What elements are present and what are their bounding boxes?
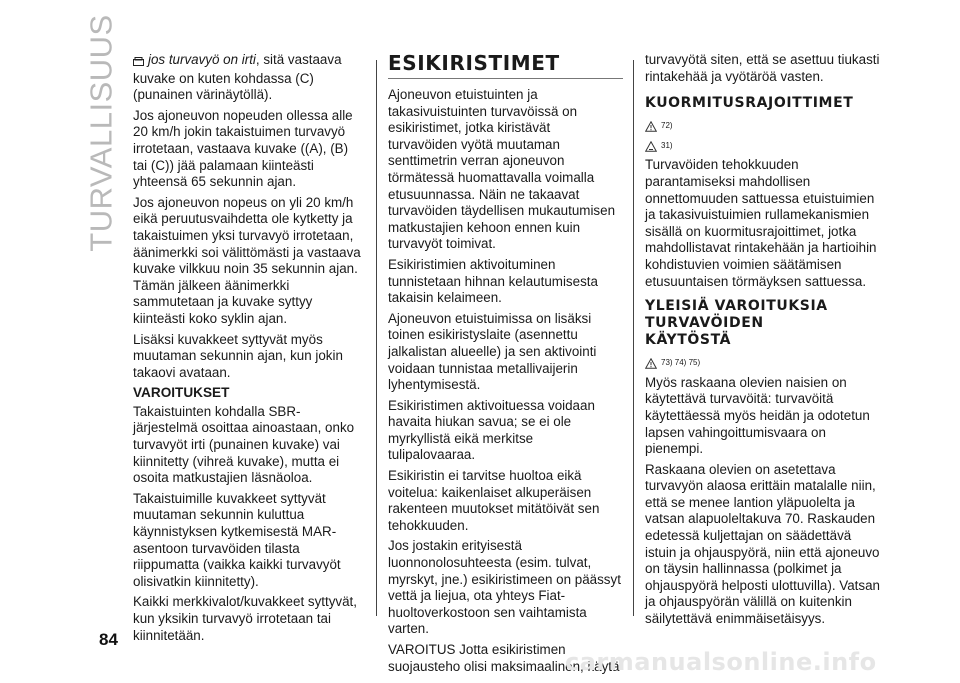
section-side-title: TURVALLISUUS: [84, 14, 119, 252]
paragraph: Ajoneuvon etuistuinten ja takasivuistuinten turvavöissä on esikiristimet, jotka kiristävät turvavöiden vyötä muutaman senttimetrin verran ajoneuvon törmätessä huomattavalla voimalla etusuunnassa. Näin ne takaavat turvavöiden täydellisen mukautumisen matkustajien kehoon ennen kuin turvavyöt toimivat.: [388, 87, 616, 252]
column-3: [645, 52, 885, 632]
page-number: 84: [99, 630, 118, 649]
column-1: [133, 52, 365, 648]
paragraph: Takaistuimille kuvakkeet syttyvät muutaman sekunnin kuluttua käynnistyksen kytkemisestä MAR-asentoon turvavöiden tilasta riippumatta (vaikka kaikki turvavyöt olisivatkin kiinnitetty).: [133, 490, 341, 589]
note-triangle-icon: [645, 141, 657, 152]
warning-reference: 73) 74) 75): [645, 355, 885, 372]
warning-reference: 72): [645, 118, 885, 135]
paragraph: Jos ajoneuvon nopeus on yli 20 km/h eikä peruutusvaihdetta ole kytketty ja takaistuimen yksi turvavyö irrotetaan, äänimerkki soi välittömästi ja vastaava kuvake vilkkuu noin 35 sekunnin ajan. Tämän jälkeen äänimerkki sammutetaan ja kuvake syttyy kiinteästi koko syklin ajan.: [133, 194, 361, 326]
paragraph: Esikiristimien aktivoituminen tunnistetaan hihnan kelautumisesta takaisin kelaimeen.: [388, 256, 598, 306]
section-title-line: KÄYTÖSTÄ: [645, 332, 732, 349]
paragraph: Ajoneuvon etuistuimissa on lisäksi toinen esikiristyslaite (asennettu jalkalistan alueelle) ja sen aktivointi voidaan tunnistaa metallivaijerin lyhentymisestä.: [388, 310, 597, 393]
paragraph: Takaistuinten kohdalla SBR-järjestelmä osoittaa ainoastaan, onko turvavyöt irti (punainen kuvake) vai kiinnitetty (vihreä kuvake), mutta ei osoita matkustajien läsnäoloa.: [133, 403, 355, 486]
paragraph: jos turvavyö on irti, sitä vastaava kuvake on kuten kohdassa (C) (punainen värinäytöllä).: [133, 52, 342, 103]
paragraph: Esikiristin ei tarvitse huoltoa eikä voitelua: kaikenlaiset alkuperäisen rakenteen muutokset mitätöivät sen tehokkuuden.: [388, 468, 600, 533]
car-door-icon: [133, 54, 144, 71]
column-2: [388, 52, 623, 679]
column-divider: [376, 60, 377, 616]
paragraph: turvavyötä siten, että se asettuu tiukasti rintakehää ja vyötäröä vasten.: [645, 52, 880, 84]
paragraph: VAROITUS Jotta esikiristimen suojausteho olisi maksimaalinen, käytä: [388, 642, 620, 674]
paragraph: Kaikki merkkivalot/kuvakkeet syttyvät, kun yksikin turvavyö irrotetaan tai kiinnitetään.: [133, 594, 357, 643]
paragraph: Esikiristimen aktivoituessa voidaan havaita hiukan savua; se ei ole myrkyllistä eikä merkitse tulipalovaaraa.: [388, 397, 595, 463]
paragraph: Jos ajoneuvon nopeuden ollessa alle 20 km/h jokin takaistuimen turvavyö irrotetaan, vastaava kuvake ((A), (B) tai (C)) jää palamaan kiinteästi yhteensä 65 sekunnin ajan.: [133, 107, 353, 190]
paragraph: Lisäksi kuvakkeet syttyvät myös muutaman sekunnin ajan, kun jokin takaovi avataan.: [133, 331, 343, 380]
note-reference: 31): [645, 138, 885, 155]
section-title: YLEISIÄ VAROITUKSIA: [645, 298, 828, 315]
section-heading: VAROITUKSET: [133, 385, 230, 401]
section-title-line: TURVAVÖIDEN: [645, 315, 764, 332]
warning-triangle-icon: [645, 358, 657, 369]
paragraph: Raskaana olevien on asetettava turvavyön alaosa erittäin matalalle niin, että se menee lantion yläpuolelta ja vatsan alapuoleltakuva 70. Raskauden edetessä kuljettajan on säädettävä istuin ja ohjauspyörä, niin että ajoneuvo on täysin hallinnassa (polkimet ja ohjauspyörä helposti ulottuvilla). Vatsan ja ohjauspyörän välillä on kuitenkin säilytettävä enimmäisetäisyys.: [645, 461, 880, 627]
warning-triangle-icon: [645, 121, 657, 132]
section-title: ESIKIRISTIMET: [388, 52, 623, 79]
paragraph: Myös raskaana olevien naisien on käytettävä turvavöitä: turvavöitä käytettäessä myös heidän ja odotetun lapsen vahingoittumisvaara on pienempi.: [645, 374, 870, 457]
paragraph: Jos jostakin erityisestä luonnonolosuhteesta (esim. tulvat, myrskyt, jne.) esikiristimeen on päässyt vettä ja liejua, ota yhteys Fiat-huoltoverkostoon sen vaihtamista varten.: [388, 538, 621, 637]
section-title: KUORMITUSRAJOITTIMET: [645, 95, 854, 112]
paragraph: Turvavöiden tehokkuuden parantamiseksi mahdollisen onnettomuuden sattuessa etuistuimien ja takasivuistuimien rullamekanismien sisällä on kuormitusrajoittimet, jotka mahdollistavat rintakehään ja hartioihin kohdistuvien voimien säätämisen etusuuntaisen törmäyksen sattuessa.: [645, 157, 877, 289]
watermark: carmanualsonline.info: [565, 648, 877, 676]
column-divider: [633, 60, 634, 616]
